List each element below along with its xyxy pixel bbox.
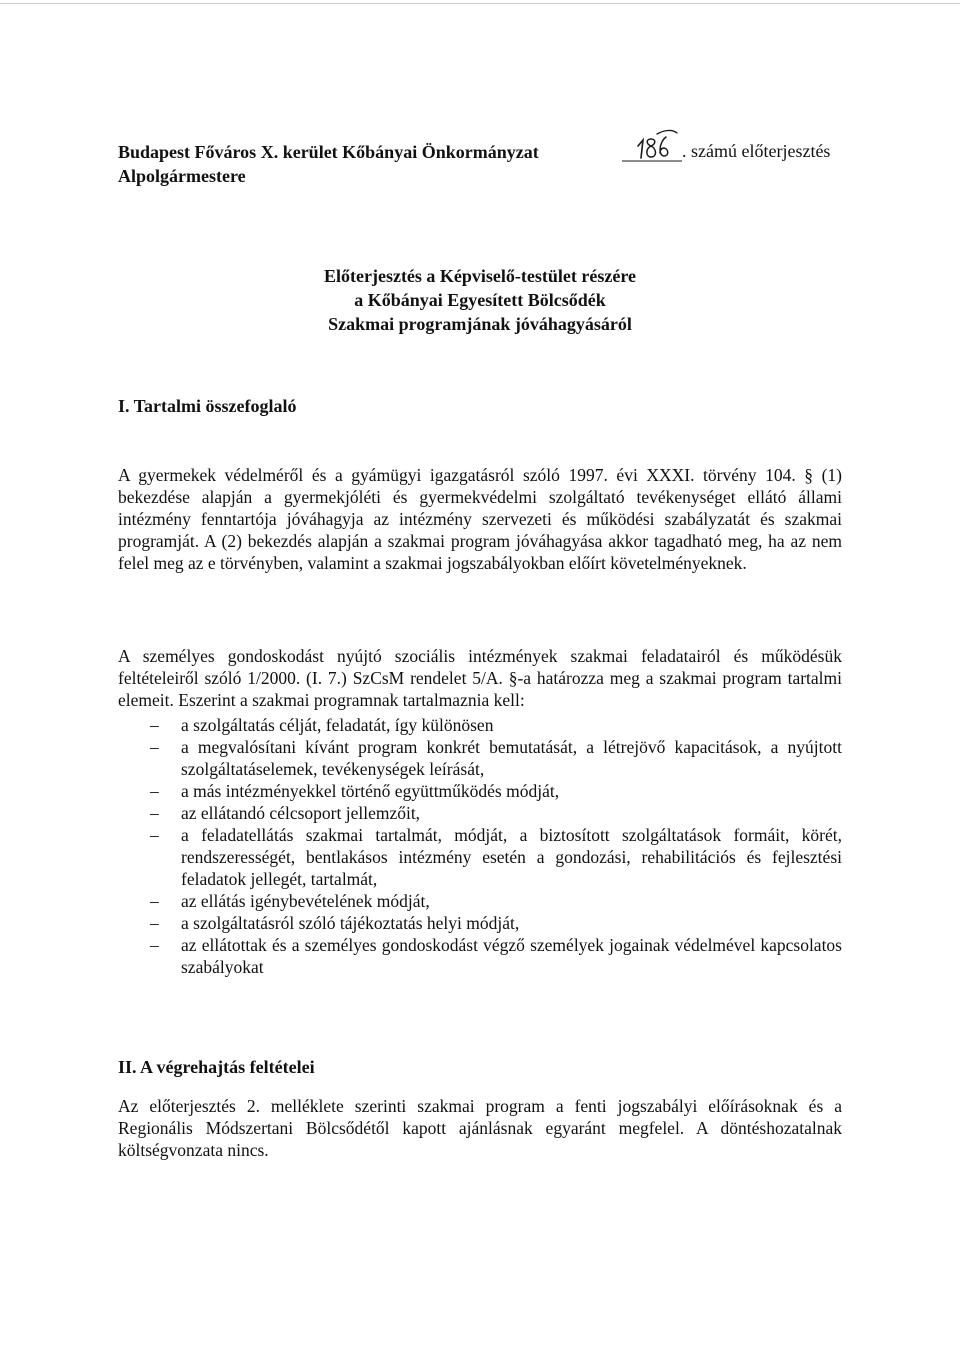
scan-edge-line <box>0 3 960 4</box>
title-line-2: a Kőbányai Egyesített Bölcsődék <box>354 290 606 310</box>
issuer-title: Alpolgármestere <box>118 166 246 186</box>
list-item <box>150 824 842 890</box>
program-content-list <box>150 714 842 978</box>
title-line-1: Előterjesztés a Képviselő-testület részére <box>323 266 637 286</box>
list-item-text: a szolgáltatásról szóló tájékoztatás helyi módját, <box>181 913 520 933</box>
list-dash: – <box>150 715 159 735</box>
list-item <box>150 890 842 912</box>
list-item-text: az ellátás igénybevételének módját, <box>181 891 430 911</box>
list-item <box>150 934 842 978</box>
list-dash: – <box>150 913 159 933</box>
issuer-organization: Budapest Főváros X. kerület Kőbányai Önkormányzat <box>118 142 539 162</box>
list-dash: – <box>150 891 159 911</box>
list-item-text: a feladatellátás szakmai tartalmát, módját, a biztosított szolgáltatások formáit, körét, rendszerességét, bentlakásos intézmény esetén a gondozási, rehabilitációs és fejlesztési feladatok jellegét, tartalmát, <box>181 825 842 889</box>
list-dash: – <box>150 935 159 955</box>
section-1-paragraph-2: A személyes gondoskodást nyújtó szociális intézmények szakmai feladatairól és működésük feltételeiről szóló 1/2000. (I. 7.) SzCsM rendelet 5/A. §-a határozza meg a szakmai program tartalmi elemeit. Eszerint a szakmai programnak tartalmaznia kell: <box>118 646 842 710</box>
section-2-paragraph: Az előterjesztés 2. melléklete szerinti szakmai program a fenti jogszabályi előírásoknak és a Regionális Módszertani Bölcsődétől kapott ajánlásnak egyaránt megfelel. A döntéshozatalnak költségvonzata nincs. <box>118 1096 842 1160</box>
list-item-text: a más intézményekkel történő együttműködés módját, <box>181 781 560 801</box>
list-dash: – <box>150 781 159 801</box>
list-item <box>150 714 842 736</box>
section-1-paragraph-1: A gyermekek védelméről és a gyámügyi igazgatásról szóló 1997. évi XXXI. törvény 104. § (1) bekezdése alapján a gyermekjóléti és gyermekvédelmi szolgáltató tevékenységet ellátó állami intézmény fenntartója jóváhagyja az intézmény szervezeti és működési szabályzatát és szakmai programját. A (2) bekezdés alapján a szakmai program jóváhagyása akkor tagadható meg, ha az nem felel meg az e törvényben, valamint a szakmai jogszabályokban előírt követelményeknek. <box>118 465 842 573</box>
list-item <box>150 802 842 824</box>
document-title <box>180 264 780 336</box>
list-item-text: a szolgáltatás célját, feladatát, így különösen <box>181 715 494 735</box>
list-dash: – <box>150 737 159 757</box>
proposal-number-block <box>620 140 842 164</box>
proposal-number-label: . számú előterjesztés <box>682 141 831 161</box>
list-item <box>150 780 842 802</box>
list-dash: – <box>150 825 159 845</box>
section-2-heading: II. A végrehajtás feltételei <box>118 1057 315 1077</box>
list-item-text: az ellátandó célcsoport jellemzőit, <box>181 803 421 823</box>
list-item <box>150 912 842 934</box>
title-line-3: Szakmai programjának jóváhagyásáról <box>328 314 632 334</box>
list-dash: – <box>150 803 159 823</box>
list-item <box>150 736 842 780</box>
handwritten-proposal-number <box>620 124 682 164</box>
section-1-heading: I. Tartalmi összefoglaló <box>118 396 297 416</box>
list-item-text: az ellátottak és a személyes gondoskodást végző személyek jogainak védelmével kapcsolatos szabályokat <box>181 935 842 977</box>
issuer-block <box>118 140 539 188</box>
list-item-text: a megvalósítani kívánt program konkrét bemutatását, a létrejövő kapacitások, a nyújtott szolgáltatáselemek, tevékenységek leírását, <box>181 737 842 779</box>
